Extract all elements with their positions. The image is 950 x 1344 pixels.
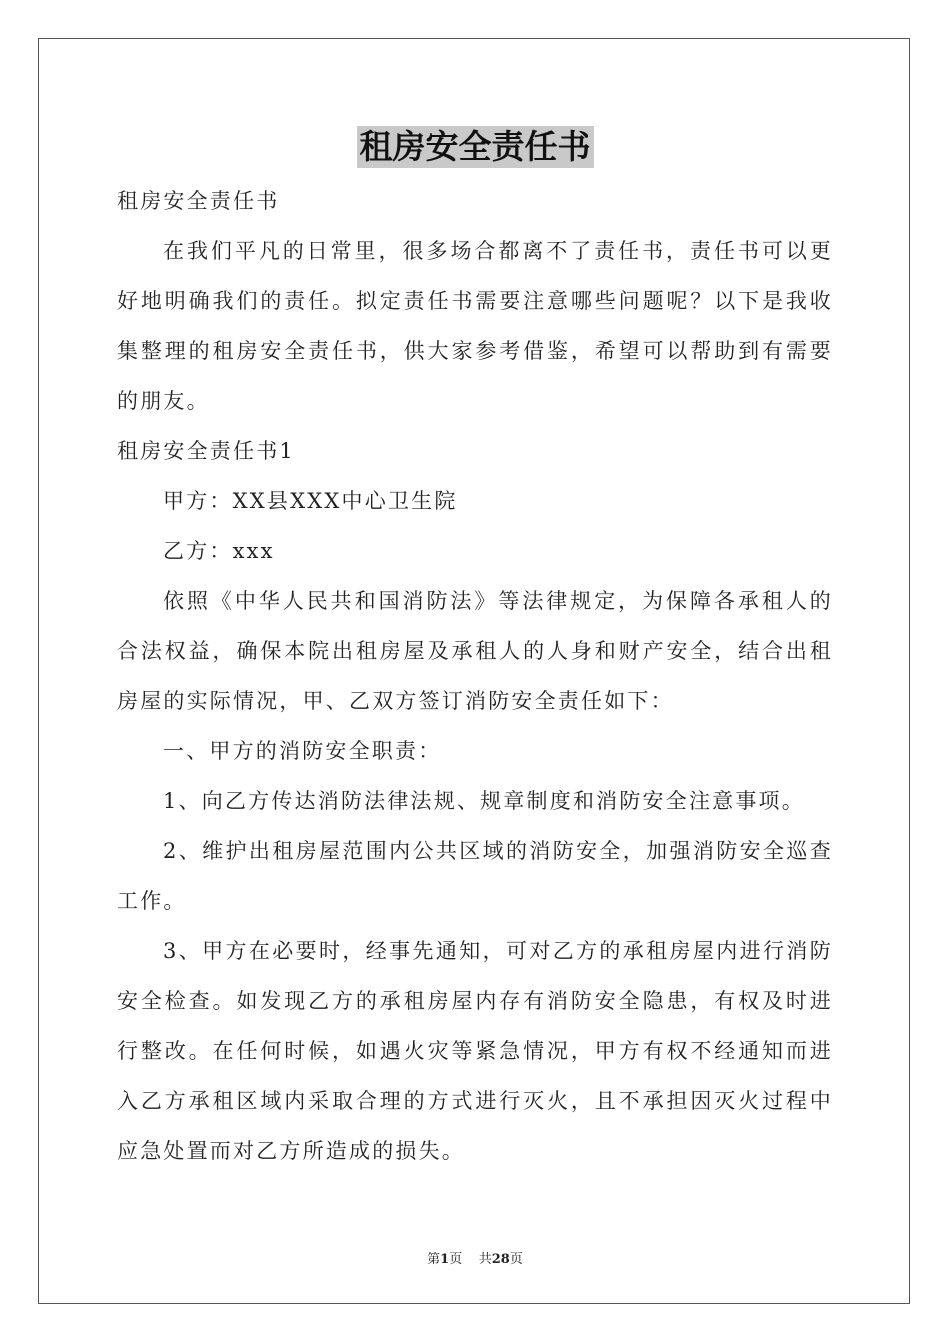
document-body (117, 176, 833, 1176)
total-suffix: 页 (509, 1252, 523, 1267)
paragraph: 一、甲方的消防安全职责： (163, 739, 442, 763)
total-prefix: 共 (478, 1252, 492, 1267)
paragraph: 租房安全责任书 (117, 189, 280, 213)
paragraph: 租房安全责任书1 (117, 439, 295, 463)
page-prefix: 第 (427, 1252, 441, 1267)
paragraph: 在我们平凡的日常里，很多场合都离不了责任书，责任书可以更好地明确我们的责任。拟定责任书需要注意哪些问题呢？以下是我收集整理的租房安全责任书，供大家参考借鉴，希望可以帮助到有需要的朋友。 (117, 239, 833, 413)
total-pages: 28 (491, 1252, 510, 1267)
title-container (0, 126, 950, 168)
page-footer (0, 1248, 950, 1267)
paragraph: 乙方：xxx (163, 539, 275, 563)
paragraph: 1、向乙方传达消防法律法规、规章制度和消防安全注意事项。 (163, 789, 805, 813)
document-title: 租房安全责任书 (357, 126, 594, 168)
paragraph: 3、甲方在必要时，经事先通知，可对乙方的承租房屋内进行消防安全检查。如发现乙方的承租房屋内存有消防安全隐患，有权及时进行整改。在任何时候，如遇火灾等紧急情况，甲方有权不经通知而进入乙方承租区域内采取合理的方式进行灭火，且不承担因灭火过程中应急处置而对乙方所造成的损失。 (117, 939, 833, 1163)
page-number: 1 (440, 1252, 450, 1267)
paragraph: 2、维护出租房屋范围内公共区域的消防安全，加强消防安全巡查工作。 (117, 839, 833, 913)
page-suffix: 页 (449, 1252, 463, 1267)
paragraph: 甲方：XX县XXX中心卫生院 (163, 489, 458, 513)
paragraph: 依照《中华人民共和国消防法》等法律规定，为保障各承租人的合法权益，确保本院出租房屋及承租人的人身和财产安全，结合出租房屋的实际情况，甲、乙双方签订消防安全责任如下： (117, 589, 833, 713)
